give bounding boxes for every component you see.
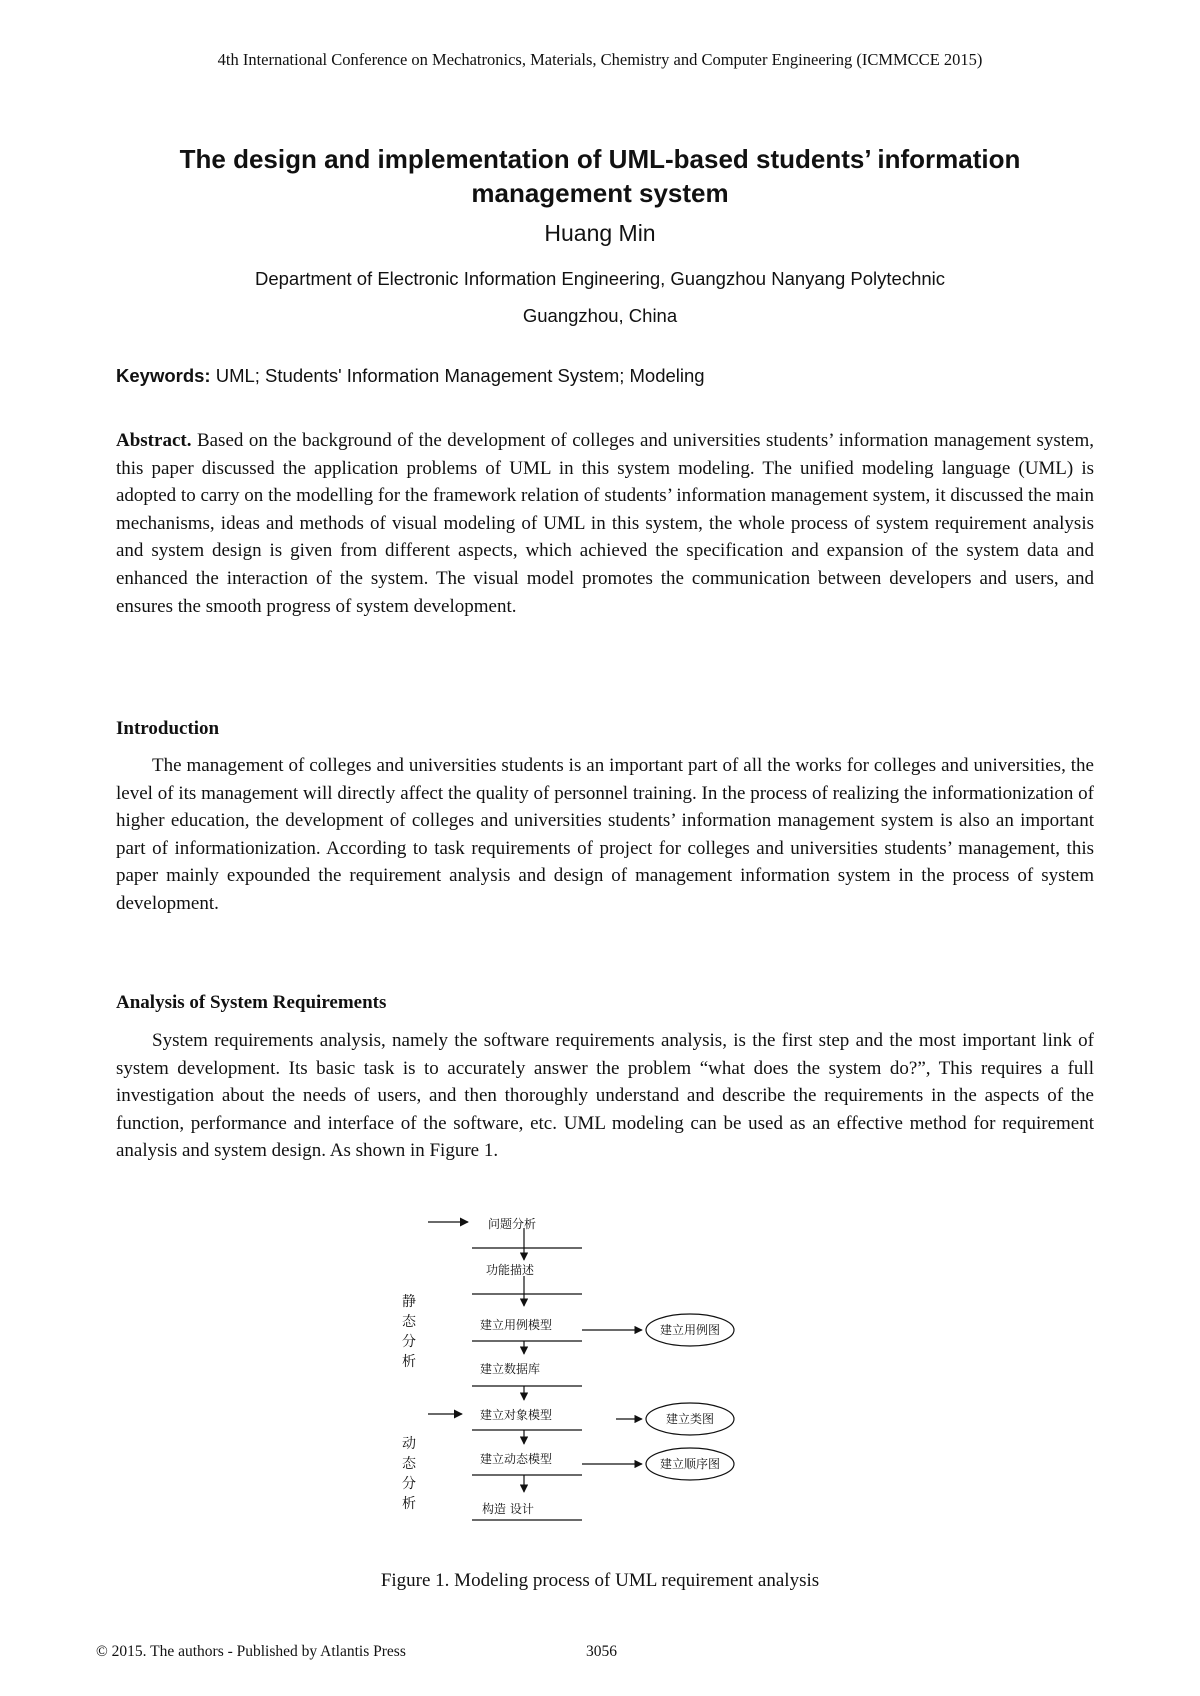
- step-label: 建立用例模型: [480, 1318, 553, 1332]
- page-number: 3056: [586, 1643, 617, 1660]
- dynamic-analysis-label: 动: [402, 1436, 416, 1452]
- step-label: 建立数据库: [480, 1362, 541, 1376]
- step-label: 构造 设计: [482, 1502, 534, 1516]
- keywords: [116, 365, 1086, 387]
- affiliation-city: Guangzhou, China: [522, 305, 678, 326]
- figure-uml-process: [402, 1210, 810, 1570]
- static-analysis-label: 静: [402, 1294, 416, 1310]
- output-label: 建立类图: [665, 1412, 715, 1426]
- keywords-text: UML; Students' Information Management System; Modeling: [210, 365, 705, 386]
- analysis-paragraph: System requirements analysis, namely the software requirements analysis, is the first step and the most important link of system development. Its basic task is to accurately answer the problem “what does the system do?”, This requires a full investigation about the needs of users, and then thoroughly understand and describe the requirements in the aspects of the function, performance and interface of the software, etc. UML modeling can be used as an effective method for requirement analysis and system design. As shown in Figure 1.: [116, 1030, 1094, 1162]
- step-label: 功能描述: [486, 1263, 535, 1277]
- abstract-text: Based on the background of the development of colleges and universities students’ information management system, this paper discussed the application problems of UML in this system modeling. The unified modeling language (UML) is adopted to carry on the modelling for the framework relation of students’ information management system, it discussed the main mechanisms, ideas and methods of visual modeling of UML in this system, the whole process of system requirement analysis and system design is given from different aspects, which achieved the specification and expansion of the system data and enhanced the interaction of the system. The visual model promotes the communication between developers and users, and ensures the smooth progress of system development.: [116, 430, 1094, 617]
- dynamic-analysis-label: 态: [402, 1456, 416, 1472]
- output-label: 建立顺序图: [659, 1457, 721, 1471]
- step-label: 建立动态模型: [480, 1452, 553, 1466]
- affiliation-department: Department of Electronic Information Engineering, Guangzhou Nanyang Polytechnic: [254, 268, 946, 289]
- static-analysis-label: 分: [402, 1334, 416, 1350]
- dynamic-analysis-label: 分: [402, 1476, 416, 1492]
- abstract-label: Abstract.: [116, 430, 192, 451]
- step-label: 问题分析: [488, 1217, 537, 1231]
- conference-header: 4th International Conference on Mechatronics, Materials, Chemistry and Computer Engineering (ICMMCCE 2015): [217, 50, 983, 69]
- introduction-paragraph: The management of colleges and universities students is an important part of all the works for colleges and universities, the level of its management will directly affect the quality of personnel training. In the process of realizing the informationization of higher education, the development of colleges and universities students’ information management system is also an important part of informationization. According to task requirements of project for colleges and universities students’ management, this paper mainly expounded the requirement analysis and design of management information system in the process of system development.: [116, 755, 1094, 914]
- figure-caption: Figure 1. Modeling process of UML requirement analysis: [380, 1570, 820, 1591]
- introduction-heading: Introduction: [116, 718, 220, 739]
- author-name: Huang Min: [544, 220, 656, 246]
- figure-diagram: [402, 1210, 810, 1570]
- dynamic-analysis-label: 析: [402, 1496, 416, 1512]
- step-label: 建立对象模型: [480, 1408, 553, 1422]
- paper-title: The design and implementation of UML-based students’ information management system: [179, 144, 1021, 208]
- output-label: 建立用例图: [659, 1323, 721, 1337]
- abstract: [116, 427, 1094, 620]
- keywords-label: Keywords:: [116, 365, 211, 386]
- footer-copyright: © 2015. The authors - Published by Atlantis Press: [96, 1643, 406, 1660]
- analysis-heading: Analysis of System Requirements: [116, 992, 387, 1013]
- static-analysis-label: 态: [402, 1314, 416, 1330]
- static-analysis-label: 析: [402, 1354, 416, 1370]
